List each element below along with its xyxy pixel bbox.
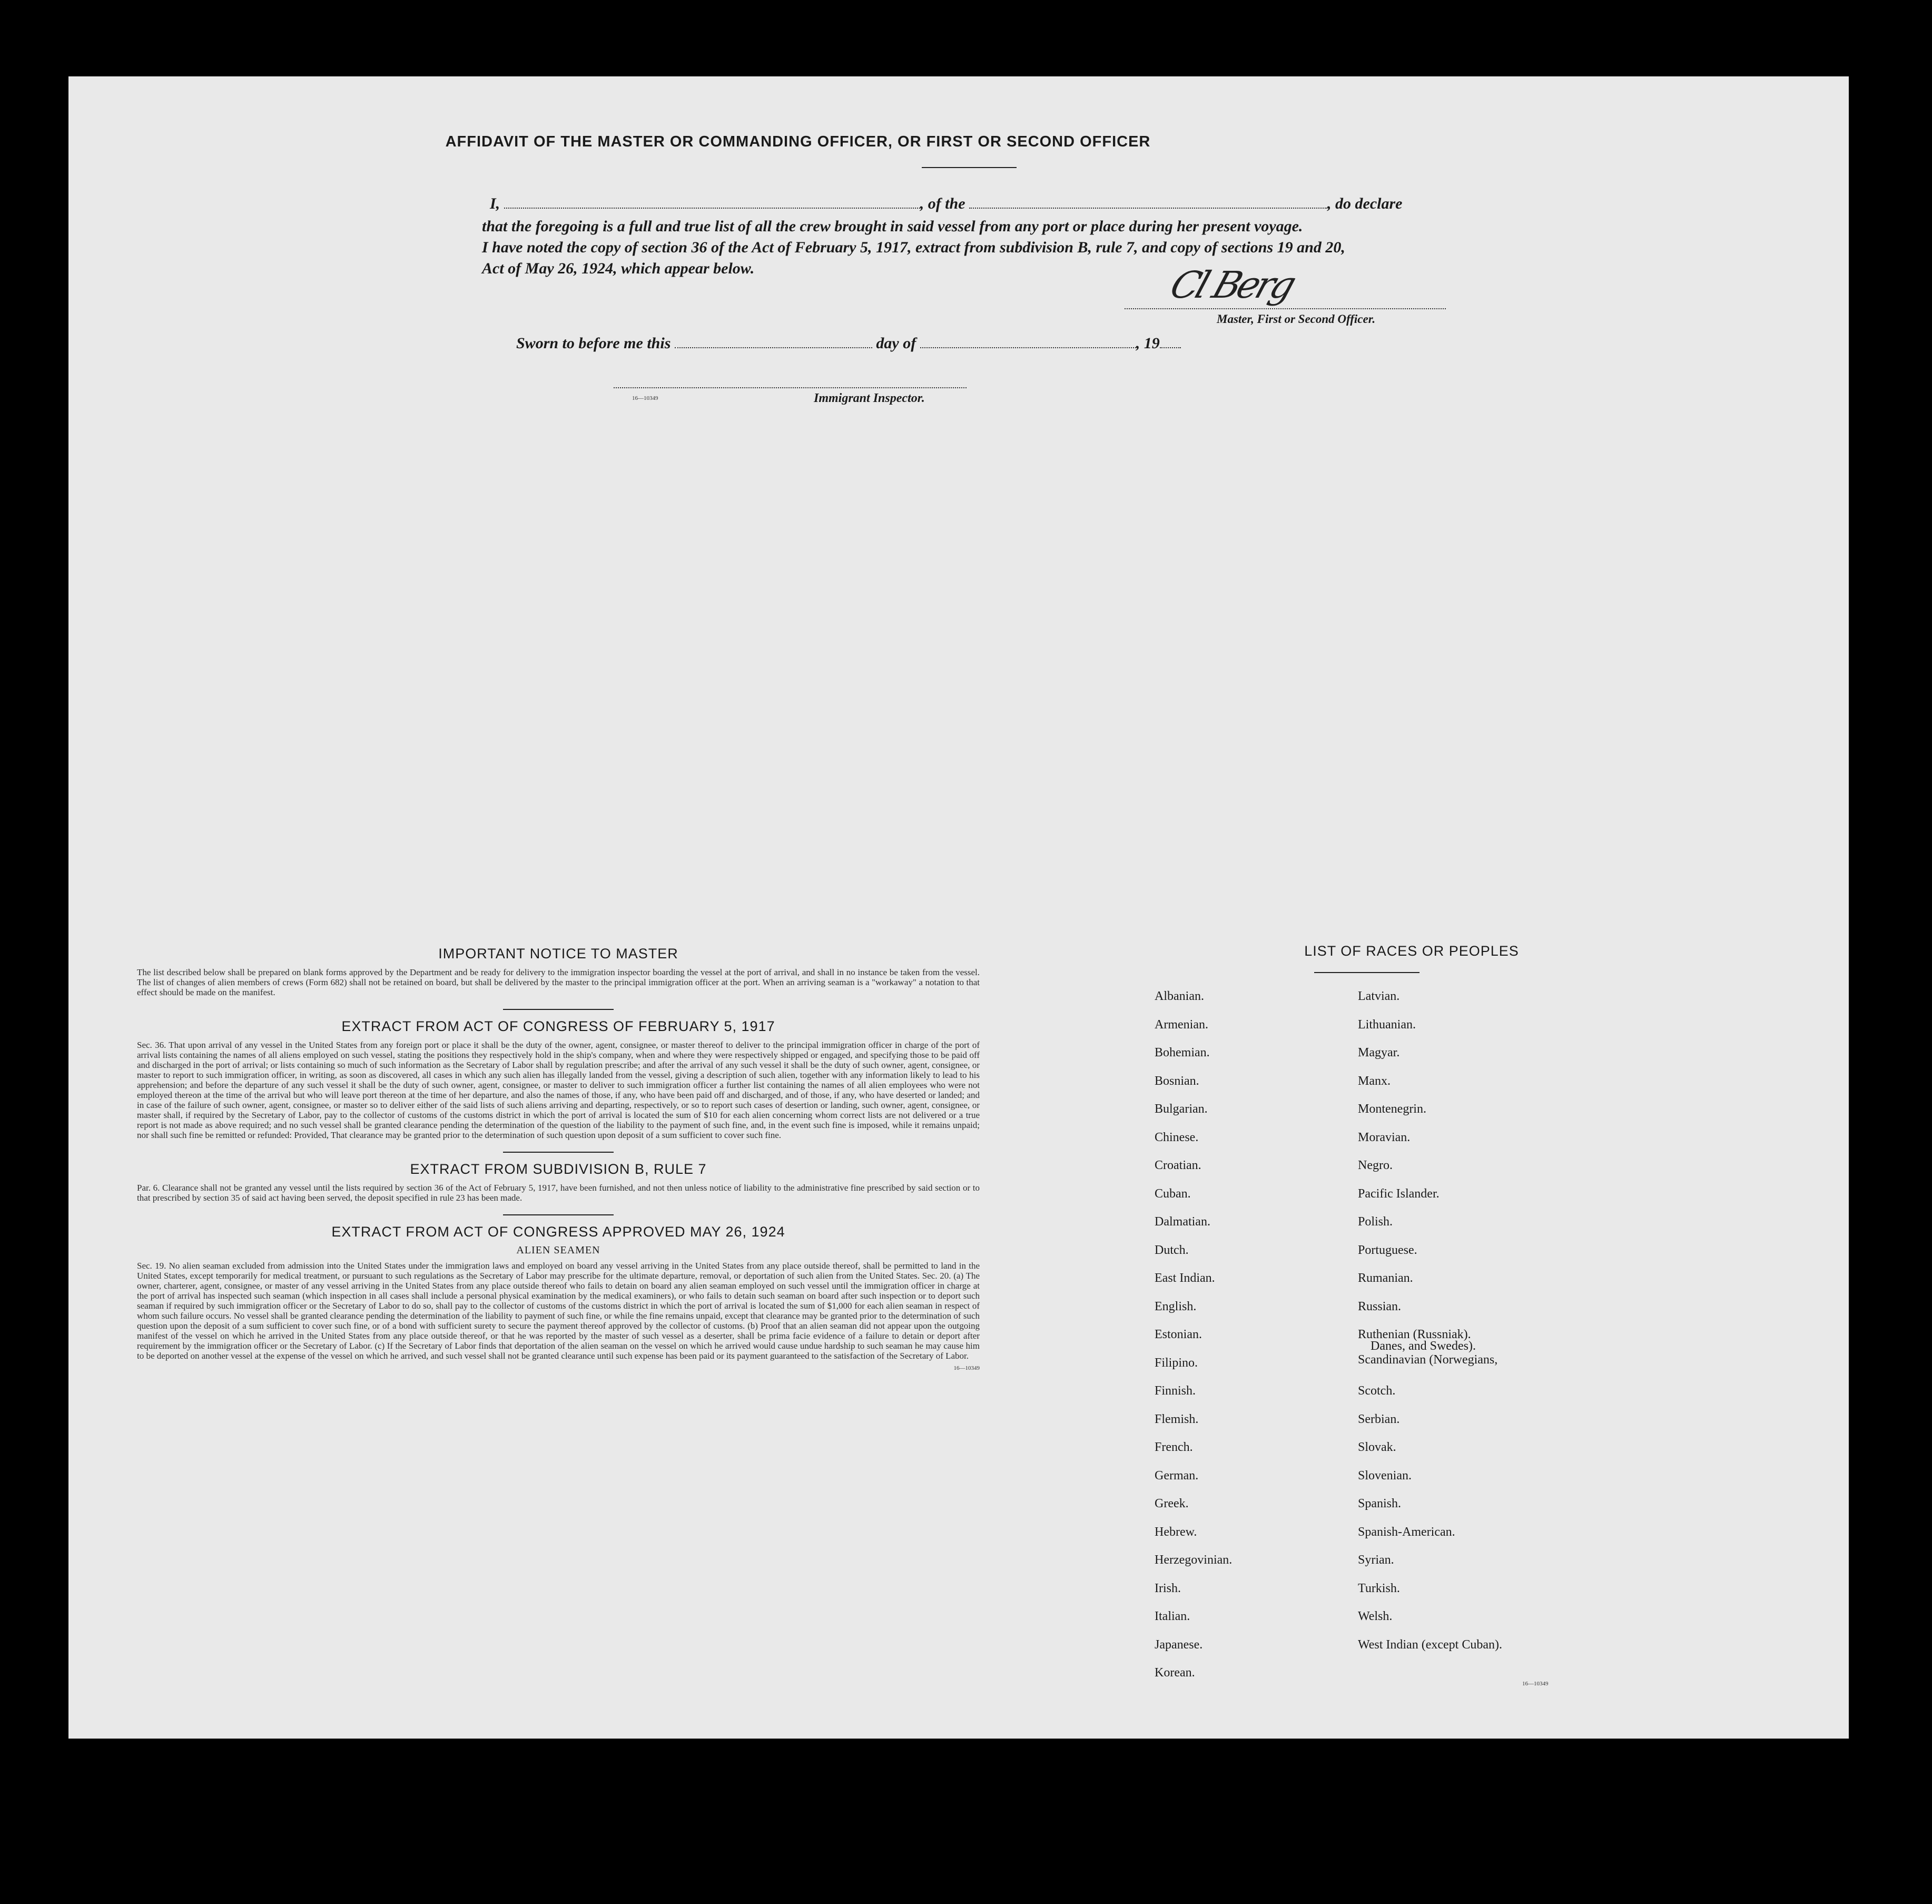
race-item: Moravian. (1358, 1130, 1411, 1144)
extract-1924-subtitle: ALIEN SEAMEN (516, 1244, 600, 1256)
race-item: Pacific Islander. (1358, 1186, 1440, 1201)
form-number: 16—10349 (632, 395, 658, 401)
sworn-line (516, 335, 1181, 352)
sworn-year-field[interactable] (1160, 344, 1181, 348)
declaration-line-4: Act of May 26, 1924, which appear below. (482, 260, 755, 277)
race-item: Ruthenian (Russniak). (1358, 1328, 1471, 1341)
race-item: Estonian. (1155, 1328, 1202, 1341)
race-item: Negro. (1358, 1159, 1393, 1172)
race-item: Finnish. (1155, 1384, 1196, 1398)
race-item: Japanese. (1155, 1637, 1203, 1652)
extract-1917-title: EXTRACT FROM ACT OF CONGRESS OF FEBRUARY 5, 1917 (341, 1018, 775, 1034)
race-item: French. (1155, 1440, 1193, 1454)
race-item: Bulgarian. (1155, 1102, 1208, 1116)
signature-caption: Master, First or Second Officer. (1217, 312, 1376, 326)
race-item: Serbian. (1358, 1412, 1400, 1426)
race-item: Dalmatian. (1155, 1215, 1210, 1229)
race-item: Bosnian. (1155, 1074, 1199, 1088)
label-i: I, (490, 195, 500, 212)
sworn-year: , 19 (1136, 335, 1160, 352)
affidavit-title: AFFIDAVIT OF THE MASTER OR COMMANDING OFFICER, OR FIRST OR SECOND OFFICER (445, 133, 1151, 150)
race-item: Manx. (1358, 1074, 1391, 1088)
race-item: Scotch. (1358, 1384, 1396, 1398)
race-item: Spanish. (1358, 1497, 1402, 1510)
extract-1924-text: Sec. 19. No alien seaman excluded from admission into the United States under the immigration laws and employed on board any vessel arriving in the United States from any place outside thereof, shall be permitted to land in the United States, except temporarily for medical treatment, or pursuant to such regulations as the Secretary of Labor may prescribe for the ultimate departure, removal, or deportation of such alien from the United States. Sec. 20. (a) The owner, charterer, agent, consignee, or master of any vessel arriving in the United States from any place outside thereof who fails to detain on board any alien seaman employed on such vessel until the immigration officer in charge at the port of arrival has inspected such seaman (which inspection in all cases shall include a personal physical examination by the medical examiners), or who fails to detain such seaman on board after such inspection or to deport such seaman if required by such immigration officer or the Secretary of Labor to do so, shall pay to the collector of customs of the customs district in which the port of arrival is located the sum of $1,000 for each alien seaman in respect of whom such failure occurs. No vessel shall be granted clearance pending the determination of the liability to payment of such fine, or while the fine remains unpaid, except that clearance may be granted prior to the determination of such question upon the deposit of a sum sufficient to cover such fine, or of a bond with sufficient surety to secure the payment thereof approved by the collector of customs. (b) Proof that an alien seaman did not appear upon the outgoing manifest of the vessel on which he arrived in the United States from any place outside thereof, or that he was reported by the master of such vessel as a deserter, shall be prima facie evidence of a failure to detain or deport after requirement by the immigration officer or the Secretary of Labor. (c) If the Secretary of Labor finds that deportation of the alien seaman on the vessel on which he arrived would cause undue hardship to such seaman he may cause him to be deported on another vessel at the expense of the vessel on which he arrived, and such vessel shall not be granted clearance until such expense has been paid or its payment guaranteed to the satisfaction of the Secretary of Labor. (137, 1261, 980, 1361)
race-item: Rumanian. (1358, 1271, 1413, 1285)
race-item: Korean. (1155, 1666, 1195, 1680)
sworn-day-field[interactable] (675, 344, 872, 348)
race-item: Greek. (1155, 1497, 1189, 1510)
race-item: English. (1155, 1299, 1197, 1313)
race-item: Croatian. (1155, 1159, 1201, 1172)
race-item: Magyar. (1358, 1046, 1400, 1059)
extract-1917-text: Sec. 36. That upon arrival of any vessel in the United States from any foreign port or place it shall be the duty of the owner, agent, consignee, or master thereof to deliver to the principal immigration officer in charge of the port of arrival lists containing the names of all aliens employed on such vessel, stating the positions they respectively hold in the ship's company, when and where they were respectively shipped or engaged, and specifying those to be paid off and discharged in the port of arrival; or lists containing so much of such information as the Secretary of Labor shall by regulation prescribe; and after the arrival of any such vessel it shall be the duty of such owner, agent, consignee, or master to report to such immigration officer, in writing, as soon as discovered, all cases in which any such alien has illegally landed from the vessel, giving a description of such alien, together with any information likely to lead to his apprehension; and before the departure of any such vessel it shall be the duty of such owner, agent, consignee, or master to deliver to such immigration officer a further list containing the names of all alien employees who were not employed thereon at the time of the arrival but who will leave port thereon at the time of her departure, and also the names of those, if any, who have been paid off and discharged, and of those, if any, who have deserted or landed; and in case of the failure of such owner, agent, consignee, or master so to deliver either of the said lists of such aliens arriving and departing, respectively, or so to report such cases of desertion or landing, such owner, agent, consignee, or master shall, if required by the Secretary of Labor, pay to the collector of customs of the customs district in which the port of arrival is located the sum of $10 for each alien concerning whom correct lists are not delivered or a true report is not made as above required; and no such vessel shall be granted clearance pending the determination of the question of the liability to the payment of such fine, and, in the event such fine is imposed, while it remains unpaid; nor shall such fine be remitted or refunded: Provided, That clearance may be granted prior to the determination of such question upon deposit of a sum sufficient to cover such fine. (137, 1040, 980, 1140)
name-field[interactable] (504, 204, 920, 209)
race-item: Italian. (1155, 1609, 1190, 1623)
divider (503, 1152, 614, 1153)
race-item: Hebrew. (1155, 1525, 1197, 1539)
races-title-underline (1314, 972, 1420, 973)
race-item: Dutch. (1155, 1243, 1189, 1257)
divider (503, 1214, 614, 1215)
race-item: Latvian. (1358, 989, 1400, 1003)
form-number: 16—10349 (1522, 1681, 1549, 1687)
race-item: Slovak. (1358, 1440, 1396, 1454)
extract-rule7-title: EXTRACT FROM SUBDIVISION B, RULE 7 (410, 1161, 707, 1177)
race-item: Russian. (1358, 1299, 1402, 1313)
race-item: West Indian (except Cuban). (1358, 1637, 1502, 1652)
race-item: Bohemian. (1155, 1046, 1210, 1059)
race-item: Polish. (1358, 1215, 1393, 1229)
form-number: 16—10349 (953, 1365, 980, 1371)
race-item: Cuban. (1155, 1186, 1191, 1201)
title-underline (922, 167, 1017, 168)
master-signature: Cl Berg (1165, 263, 1299, 307)
vessel-field[interactable] (969, 204, 1327, 209)
extract-1924-title: EXTRACT FROM ACT OF CONGRESS APPROVED MAY 26, 1924 (331, 1224, 785, 1240)
race-item: Flemish. (1155, 1412, 1199, 1426)
label-do-declare: , do declare (1327, 195, 1403, 212)
race-item: German. (1155, 1468, 1199, 1483)
race-item: Danes, and Swedes). (1371, 1339, 1476, 1353)
race-item: Spanish-American. (1358, 1525, 1455, 1539)
notices-column (137, 946, 980, 1371)
inspector-caption: Immigrant Inspector. (814, 391, 925, 405)
race-item: Armenian. (1155, 1017, 1208, 1032)
race-item: Scandinavian (Norwegians, (1358, 1352, 1498, 1367)
document-page (68, 76, 1849, 1739)
declaration-line-1 (490, 195, 1402, 213)
extract-rule7-text: Par. 6. Clearance shall not be granted any vessel until the lists required by section 36 of the Act of February 5, 1917, have been furnished, and not then unless notice of liability to the administrative fine prescribed by said section or to that prescribed by section 35 of said act having been served, the deposit specified in rule 23 has been made. (137, 1183, 980, 1203)
declaration-line-2: that the foregoing is a full and true list of all the crew brought in said vessel from any port or place during her present voyage. (482, 218, 1303, 235)
race-item: Albanian. (1155, 989, 1204, 1003)
races-title: LIST OF RACES OR PEOPLES (1304, 943, 1519, 959)
race-item: Lithuanian. (1358, 1017, 1416, 1032)
race-item: Turkish. (1358, 1581, 1400, 1595)
race-item: Portuguese. (1358, 1243, 1417, 1257)
sworn-prefix: Sworn to before me this (516, 335, 671, 352)
sworn-month-field[interactable] (920, 344, 1136, 348)
race-item: Syrian. (1358, 1553, 1394, 1567)
race-item: Slovenian. (1358, 1468, 1412, 1483)
race-item: East Indian. (1155, 1271, 1215, 1285)
race-item: Montenegrin. (1358, 1102, 1426, 1116)
race-item: Irish. (1155, 1581, 1181, 1595)
notice-title: IMPORTANT NOTICE TO MASTER (438, 946, 678, 961)
signature-line (1125, 308, 1446, 309)
declaration-line-3: I have noted the copy of section 36 of the Act of February 5, 1917, extract from subdivision B, rule 7, and copy of sections 19 and 20, (482, 239, 1345, 256)
notice-text: The list described below shall be prepared on blank forms approved by the Department and be ready for delivery to the immigration inspector boarding the vessel at the port of arrival, and shall in no instance be taken from the vessel. The list of changes of alien members of crews (Form 682) shall not be retained on board, but shall be delivered by the master to the principal immigration officer at the port. When an arriving seaman is a "workaway" a notation to that effect should be made on the manifest. (137, 967, 980, 997)
race-item: Chinese. (1155, 1130, 1199, 1144)
race-item: Welsh. (1358, 1609, 1393, 1623)
divider (503, 1009, 614, 1010)
sworn-day-of: day of (876, 335, 916, 352)
label-of-the: , of the (920, 195, 965, 212)
race-item: Filipino. (1155, 1356, 1198, 1370)
inspector-line (614, 387, 967, 388)
race-item: Herzegovinian. (1155, 1553, 1233, 1567)
